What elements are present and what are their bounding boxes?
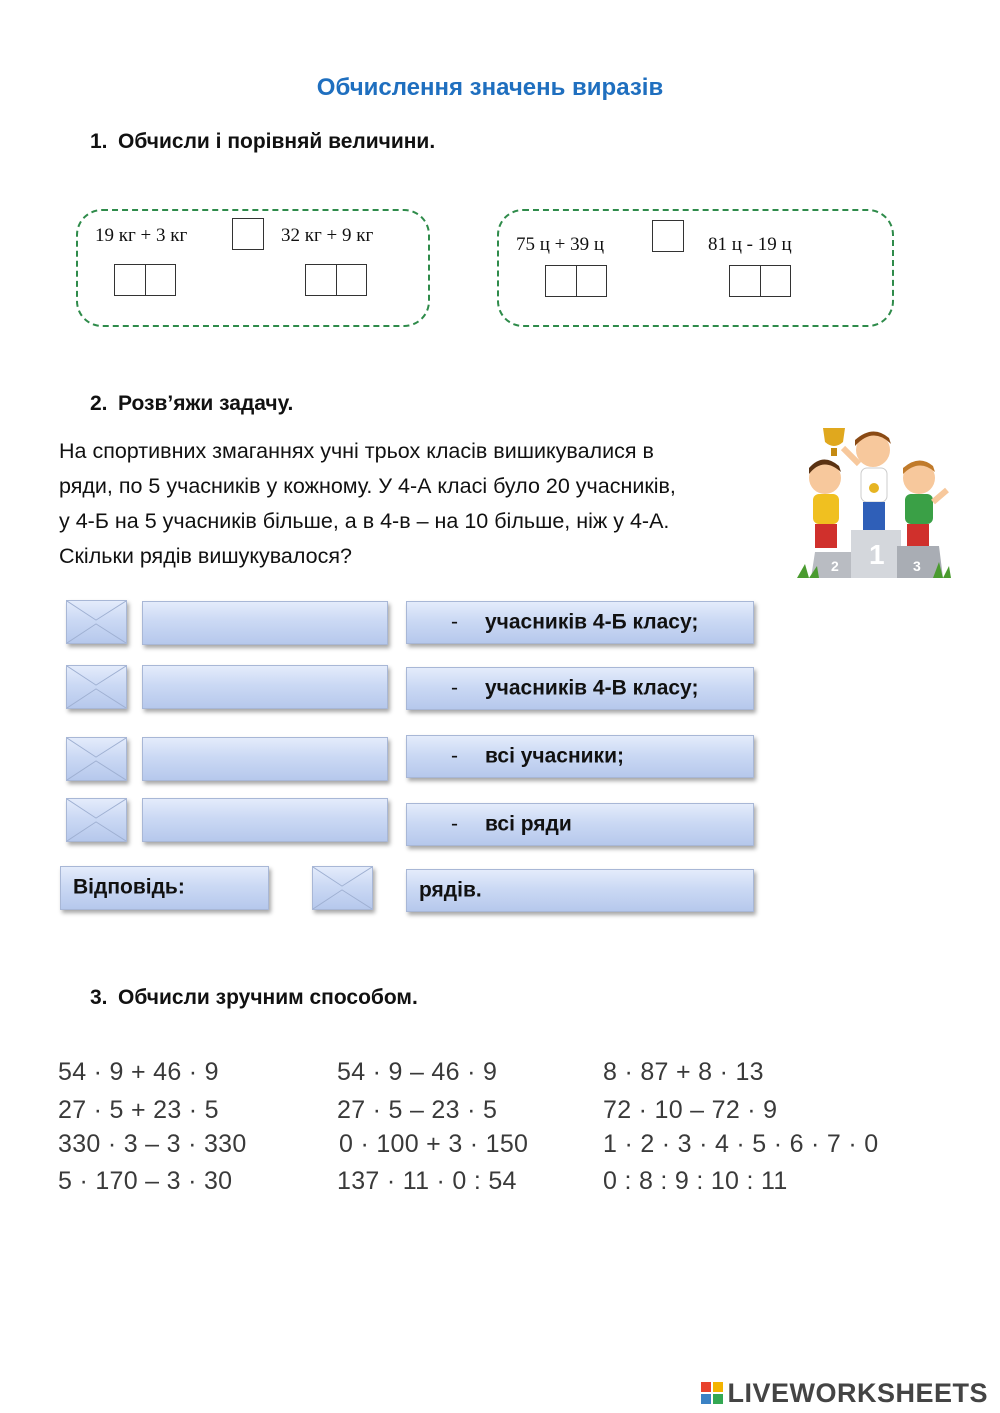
task1-right-expr-a: 75 ц + 39 ц (516, 234, 605, 255)
calc-expression: 54 · 9 – 46 · 9 (337, 1058, 498, 1086)
answer-label: Відповідь: (73, 875, 185, 899)
task2-heading (90, 392, 293, 416)
task2-problem-text (59, 434, 789, 574)
left-kid-shirt (813, 494, 839, 524)
task1-right-expr-b: 81 ц - 19 ц (708, 234, 792, 255)
calc-expression: 72 · 10 – 72 · 9 (603, 1096, 778, 1124)
calc-expression: 330 · 3 – 3 · 330 (58, 1130, 247, 1158)
task1-number: 1. (90, 130, 108, 153)
task2-number: 2. (90, 392, 108, 415)
row4-label-box (406, 803, 754, 846)
task1-left-expr-b: 32 кг + 9 кг (281, 225, 374, 246)
row1-label-box (406, 601, 754, 644)
answer-unit: рядів. (419, 878, 482, 902)
calc-expression: 27 · 5 + 23 · 5 (58, 1096, 219, 1124)
row3-label-text: - всі учасники; (451, 744, 624, 768)
row1-number-box[interactable] (66, 600, 127, 644)
row2-expression-box[interactable] (142, 665, 388, 709)
calc-expression: 8 · 87 + 8 · 13 (603, 1058, 764, 1086)
answer-number-box[interactable] (312, 866, 373, 910)
task1-left-answer-a[interactable] (114, 264, 176, 296)
task1-right-answer-a[interactable] (545, 265, 607, 297)
podium-number-2: 2 (831, 558, 839, 574)
problem-line: у 4-Б на 5 учасників більше, а в 4-в – на 10 більше, ніж у 4-А. (59, 509, 670, 533)
task1-left-answer-b[interactable] (305, 264, 367, 296)
row2-number-box[interactable] (66, 665, 127, 709)
calc-expression: 5 · 170 – 3 · 30 (58, 1167, 233, 1195)
trophy-icon (823, 428, 845, 446)
task1-heading-text: Обчисли і порівняй величини. (118, 130, 436, 153)
row4-number-box[interactable] (66, 798, 127, 842)
answer-label-box (60, 866, 269, 910)
podium-illustration (793, 418, 955, 582)
problem-line: Скільки рядів вишукувалося? (59, 544, 352, 568)
task3-number: 3. (90, 986, 108, 1009)
calc-expression: 137 · 11 · 0 : 54 (337, 1167, 517, 1195)
row4-expression-box[interactable] (142, 798, 388, 842)
problem-line: На спортивних змаганнях учні трьох класів вишикувалися в (59, 439, 654, 463)
row3-expression-box[interactable] (142, 737, 388, 781)
task1-heading (90, 130, 435, 154)
task2-heading-text: Розв’яжи задачу. (118, 392, 294, 415)
row2-label-box (406, 667, 754, 710)
liveworksheets-logo-text: LIVEWORKSHEETS (727, 1378, 988, 1408)
calc-expression: 0 : 8 : 9 : 10 : 11 (603, 1167, 788, 1195)
row3-number-box[interactable] (66, 737, 127, 781)
calc-expression: 0 · 100 + 3 · 150 (339, 1130, 529, 1158)
row1-expression-box[interactable] (142, 601, 388, 645)
row4-label-text: - всі ряди (451, 812, 572, 836)
calc-expression: 54 · 9 + 46 · 9 (58, 1058, 219, 1086)
row2-label-text: - учасників 4-В класу; (451, 676, 699, 700)
calc-expression: 1 · 2 · 3 · 4 · 5 · 6 · 7 · 0 (603, 1130, 879, 1158)
podium-number-1: 1 (869, 539, 885, 570)
task1-left-compare-box[interactable] (232, 218, 264, 250)
answer-unit-box (406, 869, 754, 912)
page-title: Обчислення значень виразів (316, 74, 664, 101)
right-kid-shirt (905, 494, 933, 524)
row1-label-text: - учасників 4-Б класу; (451, 610, 699, 634)
task1-left-expr-a: 19 кг + 3 кг (95, 225, 188, 246)
liveworksheets-logo-icon (701, 1382, 723, 1404)
gold-medal (869, 483, 879, 493)
task1-right-answer-b[interactable] (729, 265, 791, 297)
task1-right-compare-box[interactable] (652, 220, 684, 252)
task3-heading (90, 986, 418, 1010)
liveworksheets-logo (701, 1378, 988, 1409)
task3-heading-text: Обчисли зручним способом. (118, 986, 418, 1009)
podium-number-3: 3 (913, 558, 921, 574)
problem-line: ряди, по 5 учасників у кожному. У 4-А класі було 20 учасників, (59, 474, 676, 498)
row3-label-box (406, 735, 754, 778)
calc-expression: 27 · 5 – 23 · 5 (337, 1096, 498, 1124)
